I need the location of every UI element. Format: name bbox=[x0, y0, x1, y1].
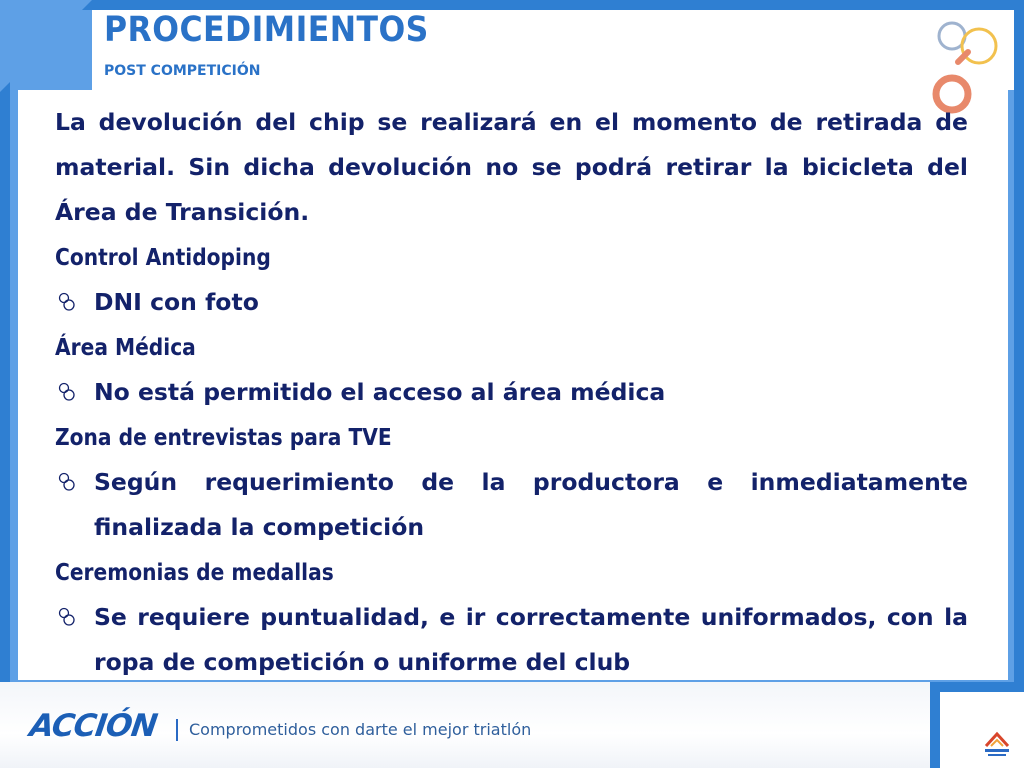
bullet-item bbox=[55, 595, 968, 685]
bullet-icon bbox=[57, 472, 77, 492]
bullet-item bbox=[55, 280, 968, 325]
footer-separator bbox=[176, 719, 178, 741]
footer-tagline: Comprometidos con darte el mejor triatlón bbox=[189, 720, 532, 739]
bullet-text: DNI con foto bbox=[94, 288, 259, 316]
bullet-text: Según requerimiento de la productora e inmediatamente finalizada la competición bbox=[94, 468, 968, 541]
bullet-icon bbox=[57, 292, 77, 312]
bullet-icon bbox=[57, 607, 77, 627]
corner-accent bbox=[0, 0, 92, 92]
section-heading: Zona de entrevistas para TVE bbox=[55, 423, 392, 451]
bullet-text: No está permitido el acceso al área médica bbox=[94, 378, 666, 406]
section-heading: Control Antidoping bbox=[55, 243, 271, 271]
page-title: PROCEDIMIENTOS bbox=[104, 10, 429, 50]
section-heading: Ceremonias de medallas bbox=[55, 558, 334, 586]
brand-logo: ACCIÓN bbox=[27, 708, 159, 744]
bullet-text: Se requiere puntualidad, e ir correctamente uniformados, con la ropa de competición o uniforme del club bbox=[94, 603, 968, 676]
bullet-item bbox=[55, 370, 968, 415]
bullet-item bbox=[55, 460, 968, 550]
page-subtitle: POST COMPETICIÓN bbox=[104, 63, 261, 79]
federation-logo-icon bbox=[982, 730, 1012, 758]
intro-paragraph: La devolución del chip se realizará en el momento de retirada de material. Sin dicha devolución no se podrá retirar la bicicleta del Área de Transición. bbox=[55, 108, 968, 226]
content-body bbox=[55, 100, 968, 685]
bullet-icon bbox=[57, 382, 77, 402]
section-heading: Área Médica bbox=[55, 333, 196, 361]
